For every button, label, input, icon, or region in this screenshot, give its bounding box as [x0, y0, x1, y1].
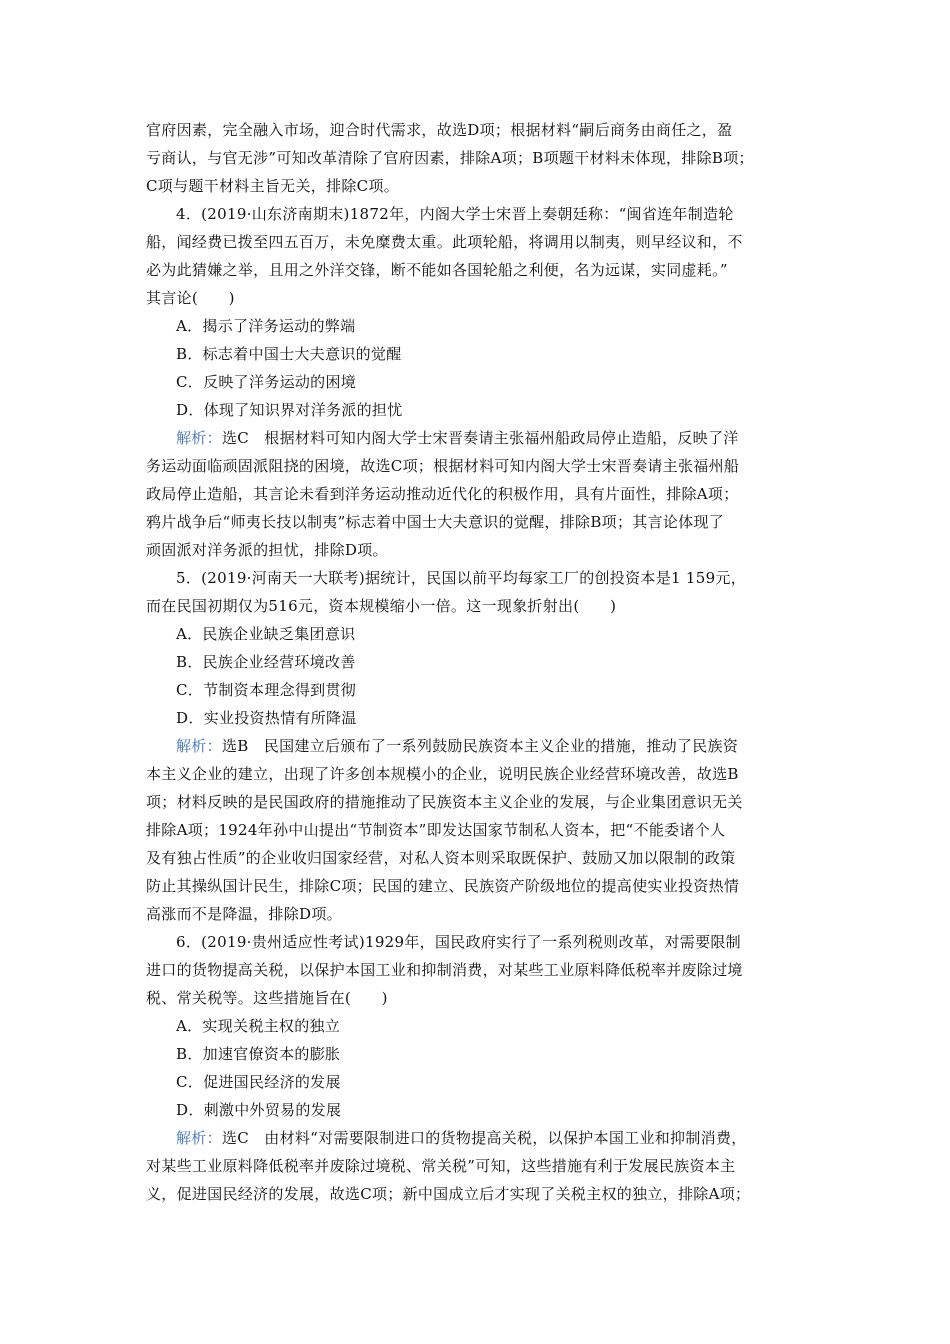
question-6-option-c: C．促进国民经济的发展	[176, 1073, 341, 1091]
text-line: 官府因素，完全融入市场，迎合时代需求，故选D项；根据材料“嗣后商务由商任之，盈	[146, 121, 733, 139]
question-5-option-c: C．节制资本理念得到贯彻	[176, 681, 357, 699]
question-5-analysis: 防止其操纵国计民生，排除C项；民国的建立、民族资产阶级地位的提高使实业投资热情	[146, 877, 740, 895]
text-line: 亏商认，与官无涉”可知改革清除了官府因素，排除A项；B项题干材料未体现，排除B项；	[146, 149, 754, 167]
question-5-analysis	[146, 732, 810, 760]
question-5-stem: 而在民国初期仅为516元，资本规模缩小一倍。这一现象折射出( )	[146, 597, 617, 615]
question-5-analysis: 及有独占性质”的企业收归国家经营，对私人资本则采取既保护、鼓励又加以限制的政策	[146, 849, 736, 867]
question-5-analysis: 排除A项；1924年孙中山提出“节制资本”即发达国家节制私人资本，把“不能委诸个人	[146, 821, 726, 839]
question-5-analysis: 本主义企业的建立，出现了许多创本规模小的企业，说明民族企业经营环境改善，故选B	[146, 765, 739, 783]
question-5-option-a: A．民族企业缺乏集团意识	[176, 625, 356, 643]
question-4-option-b: B．标志着中国士大夫意识的觉醒	[176, 345, 402, 363]
question-5-stem: 5．(2019·河南天一大联考)据统计，民国以前平均每家工厂的创投资本是1 159元，	[176, 569, 747, 587]
question-6-stem: 税、常关税等。这些措施旨在( )	[146, 989, 388, 1007]
question-6-analysis: 对某些工业原料降低税率并废除过境税、常关税”可知，这些措施有利于发展民族资本主	[146, 1157, 736, 1175]
question-6-stem: 进口的货物提高关税，以保护本国工业和抑制消费，对某些工业原料降低税率并废除过境	[146, 961, 743, 979]
document-page	[146, 116, 810, 1208]
question-6-option-b: B．加速官僚资本的膨胀	[176, 1045, 341, 1063]
question-4-analysis: 顽固派对洋务派的担忧，排除D项。	[146, 541, 388, 559]
question-4-option-c: C．反映了洋务运动的困境	[176, 373, 357, 391]
question-5-option-d: D．实业投资热情有所降温	[176, 709, 357, 727]
question-4-analysis: 务运动面临顽固派阻挠的困境，故选C项；根据材料可知内阁大学士宋晋奏请主张福州船	[146, 457, 740, 475]
question-4-option-d: D．体现了知识界对洋务派的担忧	[176, 401, 403, 419]
question-4-analysis	[146, 424, 810, 452]
question-4-analysis: 政局停止造船，其言论未看到洋务运动推动近代化的积极作用，具有片面性，排除A项；	[146, 485, 739, 503]
analysis-text: 选C 根据材料可知内阁大学士宋晋奏请主张福州船政局停止造船，反映了洋	[221, 429, 739, 447]
analysis-text: 选C 由材料“对需要限制进口的货物提高关税，以保护本国工业和抑制消费，	[221, 1129, 747, 1147]
question-5-option-b: B．民族企业经营环境改善	[176, 653, 356, 671]
question-6-analysis	[146, 1124, 810, 1152]
question-4-analysis: 鸦片战争后“师夷长技以制夷”标志着中国士大夫意识的觉醒，排除B项；其言论体现了	[146, 513, 725, 531]
analysis-label: 解析：	[176, 1129, 222, 1147]
analysis-label: 解析：	[176, 737, 222, 755]
question-4-option-a: A．揭示了洋务运动的弊端	[176, 317, 356, 335]
question-6-stem: 6．(2019·贵州适应性考试)1929年，国民政府实行了一系列税则改革，对需要限制	[176, 933, 741, 951]
analysis-label: 解析：	[176, 429, 222, 447]
question-4-stem: 4．(2019·山东济南期末)1872年，内阁大学士宋晋上奏朝廷称：“闽省连年制造轮	[176, 205, 734, 223]
analysis-text: 选B 民国建立后颁布了一系列鼓励民族资本主义企业的措施，推动了民族资	[221, 737, 739, 755]
question-6-option-a: A．实现关税主权的独立	[176, 1017, 341, 1035]
question-4-stem: 其言论( )	[146, 289, 235, 307]
text-line: C项与题干材料主旨无关，排除C项。	[146, 177, 400, 195]
question-5-analysis: 高涨而不是降温，排除D项。	[146, 905, 342, 923]
question-4-stem: 船，闻经费已拨至四五百万，未免糜费太重。此项轮船，将调用以制夷，则早经议和，不	[146, 233, 743, 251]
question-5-analysis: 项；材料反映的是民国政府的措施推动了民族资本主义企业的发展，与企业集团意识无关	[146, 793, 743, 811]
question-4-stem: 必为此猜嫌之举，且用之外洋交锋，断不能如各国轮船之利便，名为远谋，实同虚耗。”	[146, 261, 728, 279]
question-6-option-d: D．刺激中外贸易的发展	[176, 1101, 342, 1119]
question-6-analysis: 义，促进国民经济的发展，故选C项；新中国成立后才实现了关税主权的独立，排除A项；	[146, 1185, 751, 1203]
